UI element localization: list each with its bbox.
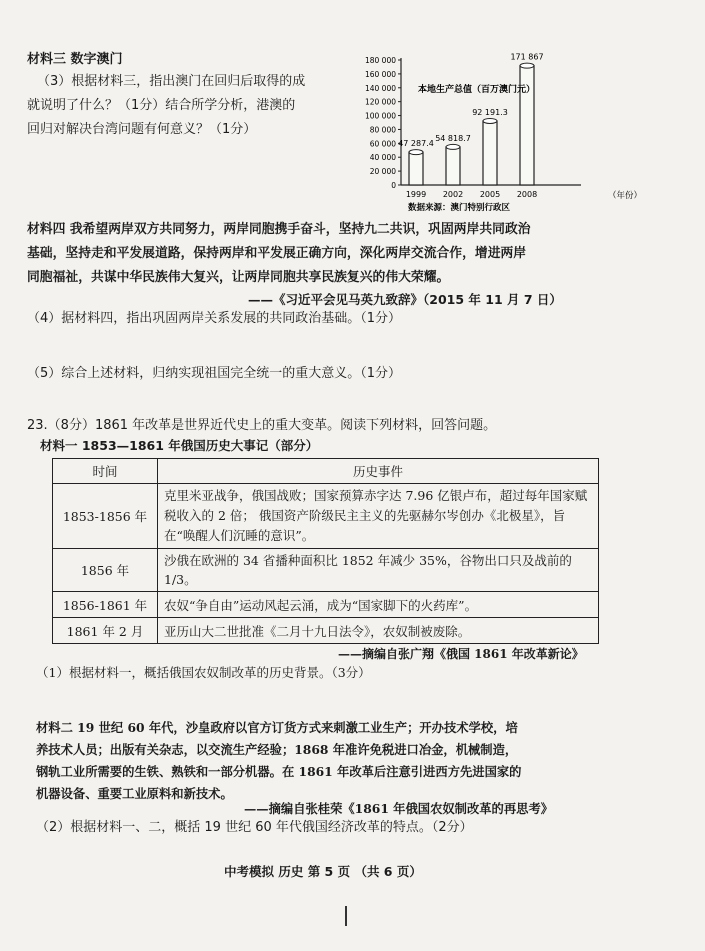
material-1-title: 材料一 1853—1861 年俄国历史大事记（部分） (40, 438, 319, 453)
table-row (53, 484, 599, 549)
bar-value-label: 92 191.3 (472, 107, 508, 117)
bar-value-label: 171 867 (510, 52, 544, 62)
table-header-time: 时间 (53, 459, 158, 484)
material-2-line-3: 钢轨工业所需要的生铁、熟铁和一部分机器。在 1861 年改革后注意引进西方先进国家的 (36, 764, 522, 779)
question-4: （4）据材料四，指出巩固两岸关系发展的共同政治基础。（1分） (27, 311, 402, 326)
material-2-line-1: 材料二 19 世纪 60 年代，沙皇政府以官方订货方式来刺激工业生产；开办技术学校，培 (36, 720, 518, 735)
chart-x-unit: （年份） (608, 191, 643, 201)
table-row (53, 618, 599, 644)
chart-legend: 本地生产总值（百万澳门元） (418, 85, 536, 95)
material-2-line-2: 养技术人员；出版有关杂志，以交流生产经验；1868 年准许免税进口冶金，机械制造， (36, 742, 518, 757)
table-header-row (53, 459, 599, 484)
y-tick-label: 40 000 (369, 153, 396, 163)
fold-mark (345, 906, 347, 926)
bar (520, 66, 534, 185)
material-3-title: 材料三 数字澳门 (27, 52, 123, 67)
material-2-line-4: 机器设备、重要工业原料和新技术。 (36, 786, 233, 801)
question-5: （5）综合上述材料，归纳实现祖国完全统一的重大意义。（1分） (27, 366, 402, 381)
bar-value-label: 47 287.4 (398, 139, 434, 149)
table-cell-event: 克里米亚战争，俄国战败；国家预算赤字达 7.96 亿银卢布，超过每年国家赋税收入的 2 倍； 俄国资产阶级民主主义的先驱赫尔岑创办《北极星》，旨在“唤醒人们沉睡的意识”。 (158, 484, 599, 549)
material-4-line-1: 材料四 我希望两岸双方共同努力，两岸同胞携手奋斗，坚持九二共识，巩固两岸共同政治 (27, 222, 531, 237)
table-cell-event: 亚历山大二世批准《二月十九日法令》，农奴制被废除。 (158, 618, 599, 644)
bar (483, 121, 497, 185)
table-row (53, 592, 599, 618)
table-cell-event: 沙俄在欧洲的 34 省播种面积比 1852 年减少 35%，谷物出口只及战前的 1/3。 (158, 549, 599, 592)
question-23-1: （1）根据材料一，概括俄国农奴制改革的历史背景。（3分） (36, 665, 371, 680)
bar-top (446, 144, 460, 149)
bar-top (520, 63, 534, 68)
table-header-event: 历史事件 (158, 459, 599, 484)
table-cell-time: 1853-1856 年 (53, 484, 158, 549)
y-tick-label: 20 000 (369, 167, 396, 177)
table-cell-time: 1861 年 2 月 (53, 618, 158, 644)
material-2-source: ——摘编自张桂荣《1861 年俄国农奴制改革的再思考》 (244, 801, 554, 816)
bar-top (483, 118, 497, 123)
x-tick-label: 2008 (516, 190, 538, 199)
y-tick-label: 140 000 (364, 83, 396, 93)
page-footer: 中考模拟 历史 第 5 页 （共 6 页） (224, 864, 422, 879)
question-23-intro: 23.（8分）1861 年改革是世界近代史上的重大变革。阅读下列材料，回答问题。 (27, 418, 497, 433)
y-tick-label: 60 000 (369, 139, 396, 149)
material-1-source: ——摘编自张广翔《俄国 1861 年改革新论》 (338, 647, 584, 661)
gdp-bar-chart (356, 50, 656, 225)
y-tick-label: 120 000 (364, 97, 396, 107)
table-cell-time: 1856 年 (53, 549, 158, 592)
events-table (52, 458, 599, 644)
question-23-2: （2）根据材料一、二，概括 19 世纪 60 年代俄国经济改革的特点。（2分） (36, 820, 473, 835)
bar-value-label: 54 818.7 (435, 133, 471, 143)
y-tick-label: 0 (391, 181, 396, 190)
bar-top (409, 150, 423, 155)
y-tick-label: 80 000 (369, 125, 396, 135)
table-row (53, 549, 599, 592)
material-4-source: ——《习近平会见马英九致辞》（2015 年 11 月 7 日） (248, 292, 562, 307)
bar (409, 152, 423, 185)
y-tick-label: 180 000 (364, 56, 396, 65)
question-3-line-3: 回归对解决台湾问题有何意义？（1分） (27, 122, 257, 137)
material-4-line-3: 同胞福祉，共谋中华民族伟大复兴，让两岸同胞共享民族复兴的伟大荣耀。 (27, 270, 450, 285)
material-4-line-2: 基础，坚持走和平发展道路，保持两岸和平发展正确方向，深化两岸交流合作，增进两岸 (27, 246, 527, 261)
question-3-line-1: （3）根据材料三，指出澳门在回归后取得的成 (37, 74, 306, 89)
y-tick-label: 100 000 (364, 111, 396, 121)
x-tick-label: 2005 (479, 190, 501, 199)
table-cell-event: 农奴“争自由”运动风起云涌，成为“国家脚下的火药库”。 (158, 592, 599, 618)
x-tick-label: 1999 (405, 190, 427, 199)
bar (446, 147, 460, 185)
chart-source: 数据来源：澳门特别行政区 (408, 203, 511, 213)
table-cell-time: 1856-1861 年 (53, 592, 158, 618)
x-tick-label: 2002 (442, 190, 464, 199)
y-tick-label: 160 000 (364, 69, 396, 79)
question-3-line-2: 就说明了什么？（1分）结合所学分析，港澳的 (27, 98, 296, 113)
